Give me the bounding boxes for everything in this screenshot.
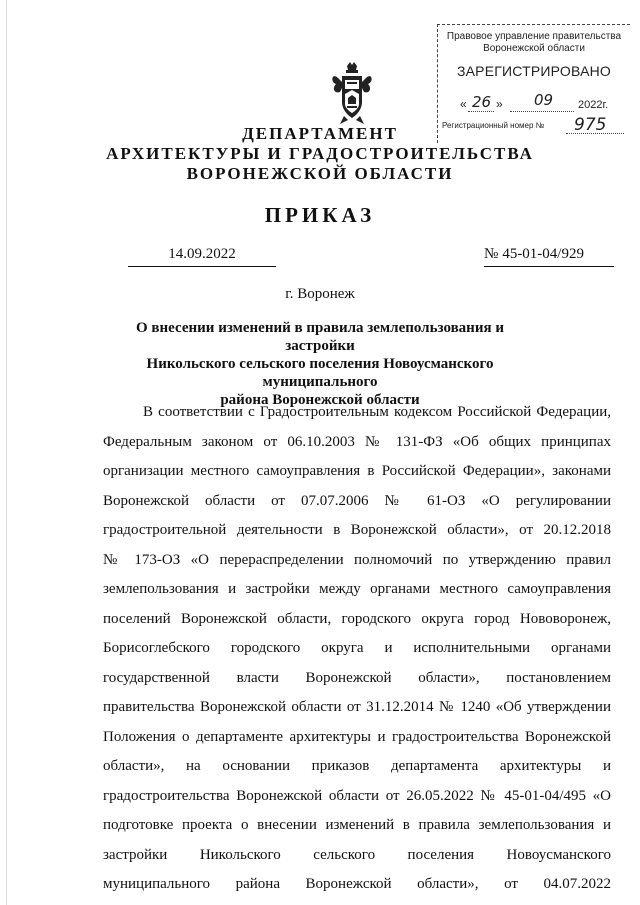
body-line: Борисоглебского городского округа и исполнительными органами bbox=[103, 640, 611, 656]
body-line: градостроительства Воронежской области от 26.05.2022 № 45-01-04/495 «О bbox=[103, 787, 611, 804]
body-line: области», на основании приказов департамента архитектуры и bbox=[103, 758, 611, 774]
stamp-org bbox=[438, 31, 630, 55]
coat-of-arms-icon bbox=[330, 62, 374, 126]
stamp-date bbox=[438, 91, 630, 117]
stamp-org-line2: Воронежской области bbox=[483, 43, 585, 54]
body-line: муниципального района Воронежской области», от 04.07.2022 bbox=[103, 876, 611, 892]
document-title bbox=[100, 319, 540, 409]
body-line: Воронежской области от 07.07.2006 № 61-ОЗ «О регулировании bbox=[103, 492, 611, 509]
body-line: государственной власти Воронежской области», постановлением bbox=[103, 669, 611, 686]
city: г. Воронеж bbox=[285, 286, 355, 302]
body-line: градостроительной деятельности в Воронежской области», от 20.12.2018 bbox=[103, 522, 611, 538]
body-line: поселений Воронежской области, городского округа город Нововоронеж, bbox=[103, 610, 611, 627]
department-title-line3: ВОРОНЕЖСКОЙ ОБЛАСТИ bbox=[186, 164, 454, 183]
stamp-reg-number-label: Регистрационный номер № bbox=[442, 121, 545, 130]
department-title-line1: ДЕПАРТАМЕНТ bbox=[242, 124, 398, 143]
number-sign: № bbox=[484, 246, 499, 262]
stamp-day: 26 bbox=[472, 93, 492, 111]
title-line: Никольского сельского поселения Новоусманского муниципального bbox=[146, 356, 494, 390]
body-line: В соответствии с Градостроительным кодексом Российской Федерации, bbox=[143, 404, 611, 420]
body-line: правительства Воронежской области от 31.12.2014 № 1240 «Об утверждении bbox=[103, 699, 611, 715]
stamp-reg-number: 975 bbox=[574, 115, 607, 135]
title-line: района Воронежской области bbox=[220, 392, 420, 408]
stamp-year: 2022г. bbox=[578, 99, 609, 111]
stamp-registered-label: ЗАРЕГИСТРИРОВАНО bbox=[456, 63, 612, 79]
body-line: землепользования и застройки между органами местного самоуправления bbox=[103, 581, 611, 597]
body-line: Положения о департаменте архитектуры и градостроительства Воронежской bbox=[103, 728, 611, 745]
document-type: ПРИКАЗ bbox=[264, 203, 376, 227]
body-line: организации местного самоуправления в Российской Федерации», законами bbox=[103, 463, 611, 479]
body-line: застройки Никольского сельского поселения Новоусманского bbox=[103, 846, 611, 863]
title-line: О внесении изменений в правила землепользования и застройки bbox=[136, 320, 504, 354]
document-date: 14.09.2022 bbox=[128, 246, 276, 267]
stamp-quote-open: « bbox=[460, 97, 467, 111]
stamp-org-line1: Правовое управление правительства bbox=[446, 31, 622, 42]
document-body bbox=[103, 398, 611, 900]
stamp-month: 09 bbox=[534, 91, 554, 109]
stamp-quote-close: » bbox=[496, 97, 503, 111]
department-title-line2: АРХИТЕКТУРЫ И ГРАДОСТРОИТЕЛЬСТВА bbox=[106, 144, 534, 163]
body-line: № 173-ОЗ «О перераспределении полномочий по утверждению правил bbox=[103, 551, 611, 568]
body-line: подготовке проекта о внесении изменений в правила землепользования и bbox=[103, 817, 611, 833]
body-line: Федеральным законом от 06.10.2003 № 131-ФЗ «Об общих принципах bbox=[103, 433, 611, 450]
number-value: 45-01-04/929 bbox=[502, 246, 584, 262]
document-number bbox=[484, 246, 614, 267]
